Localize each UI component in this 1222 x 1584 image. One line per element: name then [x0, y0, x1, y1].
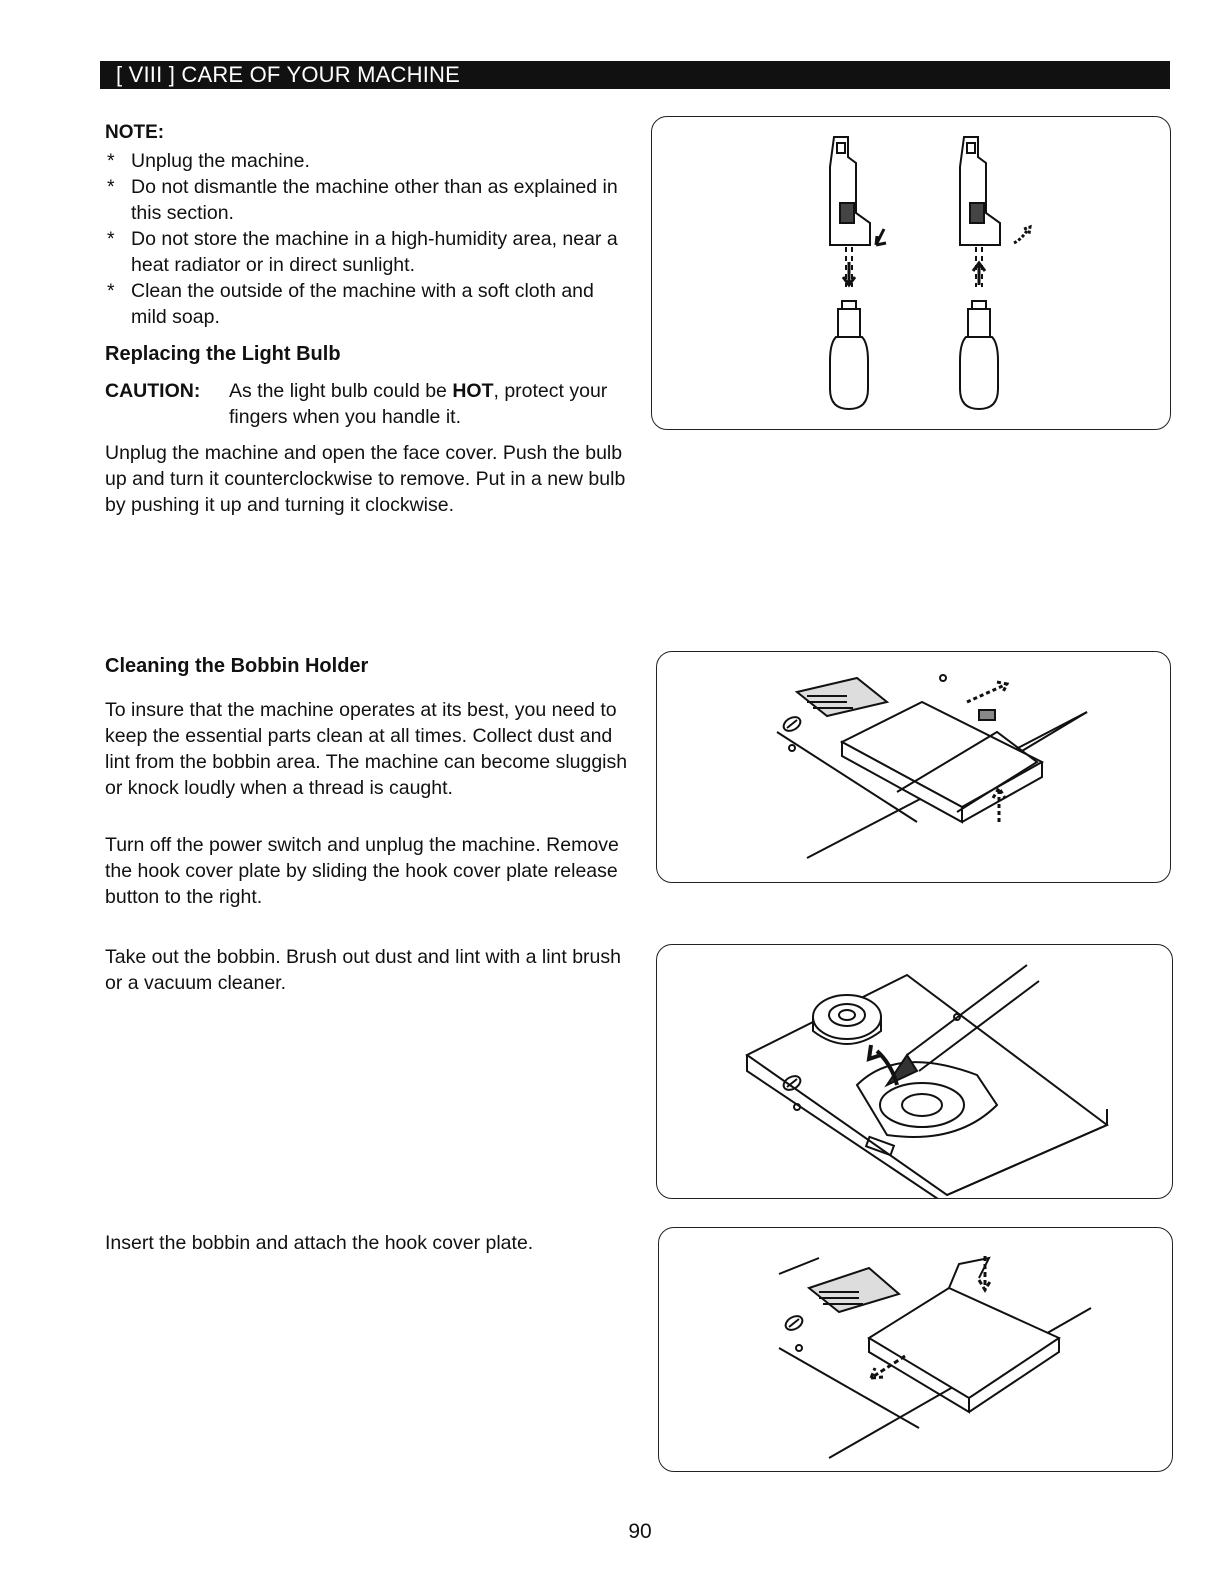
- note-item: * Do not store the machine in a high-humidity area, near a heat radiator or in direct sunlight.: [107, 228, 618, 276]
- hook-cover-attach-illustration: [658, 1227, 1173, 1472]
- note-title: NOTE:: [105, 122, 165, 143]
- caution-text: As the light bulb could be HOT, protect your fingers when you handle it.: [229, 380, 608, 428]
- caution-label: CAUTION:: [105, 380, 201, 402]
- section-title: [ VIII ] CARE OF YOUR MACHINE: [116, 62, 460, 87]
- note-list: [105, 148, 635, 330]
- note-item: * Clean the outside of the machine with a soft cloth and mild soap.: [107, 280, 594, 328]
- light-bulb-heading: Replacing the Light Bulb: [105, 343, 341, 365]
- bobbin-paragraph-2: Turn off the power switch and unplug the machine. Remove the hook cover plate by sliding the hook cover plate release button to the right.: [105, 834, 619, 908]
- bobbin-paragraph-4: Insert the bobbin and attach the hook cover plate.: [105, 1232, 534, 1254]
- bulb-remove-illustration: [830, 137, 886, 409]
- note-item: * Do not dismantle the machine other than as explained in this section.: [107, 176, 618, 224]
- light-bulb-illustration: [651, 116, 1171, 430]
- note-item: * Unplug the machine.: [107, 150, 310, 172]
- bulb-install-illustration: [960, 137, 1030, 409]
- bobbin-heading: Cleaning the Bobbin Holder: [105, 655, 369, 677]
- bobbin-brushing-illustration: [656, 944, 1173, 1199]
- section-header-bar: [100, 61, 1170, 89]
- hook-cover-removal-illustration: [656, 651, 1171, 883]
- bobbin-paragraph-1: To insure that the machine operates at its best, you need to keep the essential parts clean at all times. Collect dust and lint from the bobbin area. The machine can become sluggish or knock loudly when a thread is caught.: [105, 699, 628, 799]
- page-number: 90: [628, 1520, 652, 1543]
- light-bulb-instructions: Unplug the machine and open the face cover. Push the bulb up and turn it counterclockwise to remove. Put in a new bulb by pushing it up and turning it clockwise.: [105, 442, 626, 516]
- bobbin-paragraph-3: Take out the bobbin. Brush out dust and lint with a lint brush or a vacuum cleaner.: [105, 946, 621, 994]
- caution-block: [105, 378, 635, 430]
